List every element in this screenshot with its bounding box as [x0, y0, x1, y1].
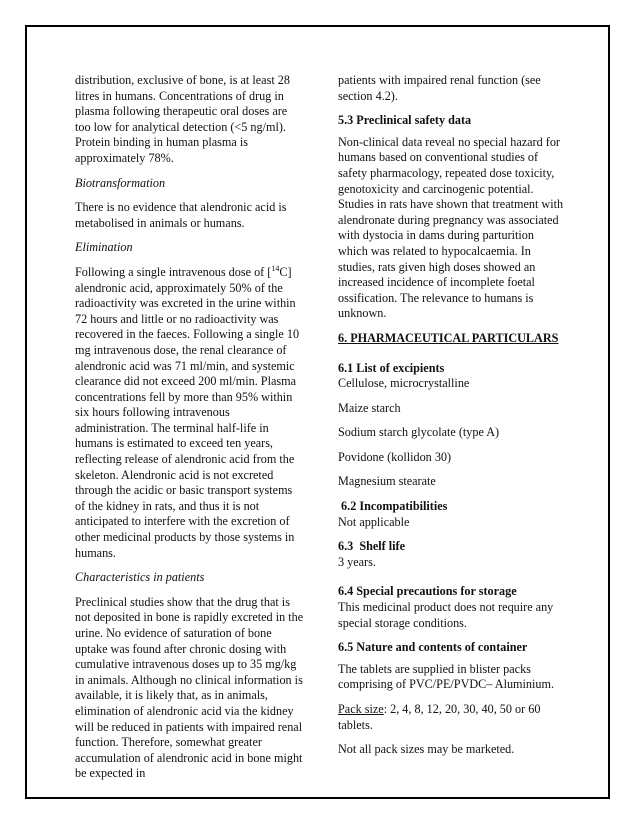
- storage-text: This medicinal product does not require any special storage conditions.: [338, 600, 554, 630]
- elimination-paragraph: [75, 265, 304, 561]
- section-6-2-heading: 6.2 Incompatibilities: [338, 499, 448, 514]
- shelf-life-text: 3 years.: [338, 554, 376, 569]
- preclinical-paragraph: Non-clinical data reveal no special hazard for humans based on conventional studies of safety pharmacology, repeated dose toxicity, genotoxicity and carcinogenic potential. Studies in rats have shown that treatment with alendronate during pregnancy was associated with dystocia in dams during parturition which was related to hypocalcaemia. In studies, rats given high doses showed an increased incidence of incomplete foetal ossification. The relevance to humans is unknown.: [338, 134, 564, 321]
- section-6-1-heading: 6.1 List of excipients: [338, 360, 445, 375]
- container-text: The tablets are supplied in blister packs comprising of PVC/PE/PVDC– Aluminium.: [338, 661, 555, 692]
- right-column: [338, 73, 564, 767]
- excipient-item: Cellulose, microcrystalline: [338, 376, 470, 391]
- excipient-item: Maize starch: [338, 400, 401, 415]
- elimination-text-start: Following a single intravenous dose of [: [75, 264, 272, 279]
- pack-size-label: Pack size: [338, 702, 384, 716]
- pack-size-values: : 2, 4, 8, 12, 20, 30, 40, 50 or 60 tablets.: [338, 702, 541, 732]
- section-6-heading: 6. PHARMACEUTICAL PARTICULARS: [338, 330, 559, 345]
- excipient-item: Sodium starch glycolate (type A): [338, 425, 500, 440]
- characteristics-heading: Characteristics in patients: [75, 570, 205, 585]
- incompatibilities-text: Not applicable: [338, 514, 410, 529]
- section-6-4-heading: 6.4 Special precautions for storage: [338, 584, 517, 599]
- biotransformation-paragraph: There is no evidence that alendronic acid is metabolised in animals or humans.: [75, 200, 287, 230]
- excipient-item: Magnesium stearate: [338, 474, 436, 489]
- elimination-heading: Elimination: [75, 240, 133, 255]
- renal-continuation-paragraph: patients with impaired renal function (see section 4.2).: [338, 73, 541, 103]
- biotransformation-heading: Biotransformation: [75, 175, 166, 190]
- distribution-paragraph: distribution, exclusive of bone, is at least 28 litres in humans. Concentrations of drug in plasma following therapeutic oral doses are too low for analytical detection (<5 ng/ml). Protein binding in human plasma is approximately 78%.: [75, 73, 290, 165]
- section-6-5-heading: 6.5 Nature and contents of container: [338, 640, 528, 655]
- excipient-item: Povidone (kollidon 30): [338, 449, 452, 464]
- isotope-superscript: 14: [271, 263, 280, 273]
- characteristics-paragraph: Preclinical studies show that the drug that is not deposited in bone is rapidly excreted in the urine. No evidence of saturation of bone uptake was found after chronic dosing with cumulative intravenous doses up to 35 mg/kg in animals. Although no clinical information is available, it is likely that, as in animals, elimination of alendronic acid via the kidney will be reduced in patients with impaired renal function. Therefore, somewhat greater accumulation of alendronic acid in bone might be expected in: [75, 594, 304, 781]
- left-column: [75, 73, 304, 791]
- section-5-3-heading: 5.3 Preclinical safety data: [338, 113, 472, 128]
- pack-size-text: [338, 702, 564, 733]
- elimination-text-rest: C] alendronic acid, approximately 50% of the radioactivity was excreted in the urine within 72 hours and little or no radioactivity was recovered in the faeces. Following a single 10 mg intravenous dose, the renal clearance of alendronic acid was 71 ml/min, and systemic clearance did not exceed 200 ml/min. Plasma concentrations fell by more than 95% within six hours following intravenous administration. The terminal half-life in humans is estimated to exceed ten years, reflecting release of alendronic acid from the skeleton. Alendronic acid is not excreted through the acidic or basic transport systems of the kidney in rats, and thus it is not anticipated to interfere with the excretion of other medicinal products by those systems in humans.: [75, 264, 300, 560]
- section-6-3-heading: 6.3 Shelf life: [338, 539, 406, 554]
- pack-marketing-note: Not all pack sizes may be marketed.: [338, 742, 515, 757]
